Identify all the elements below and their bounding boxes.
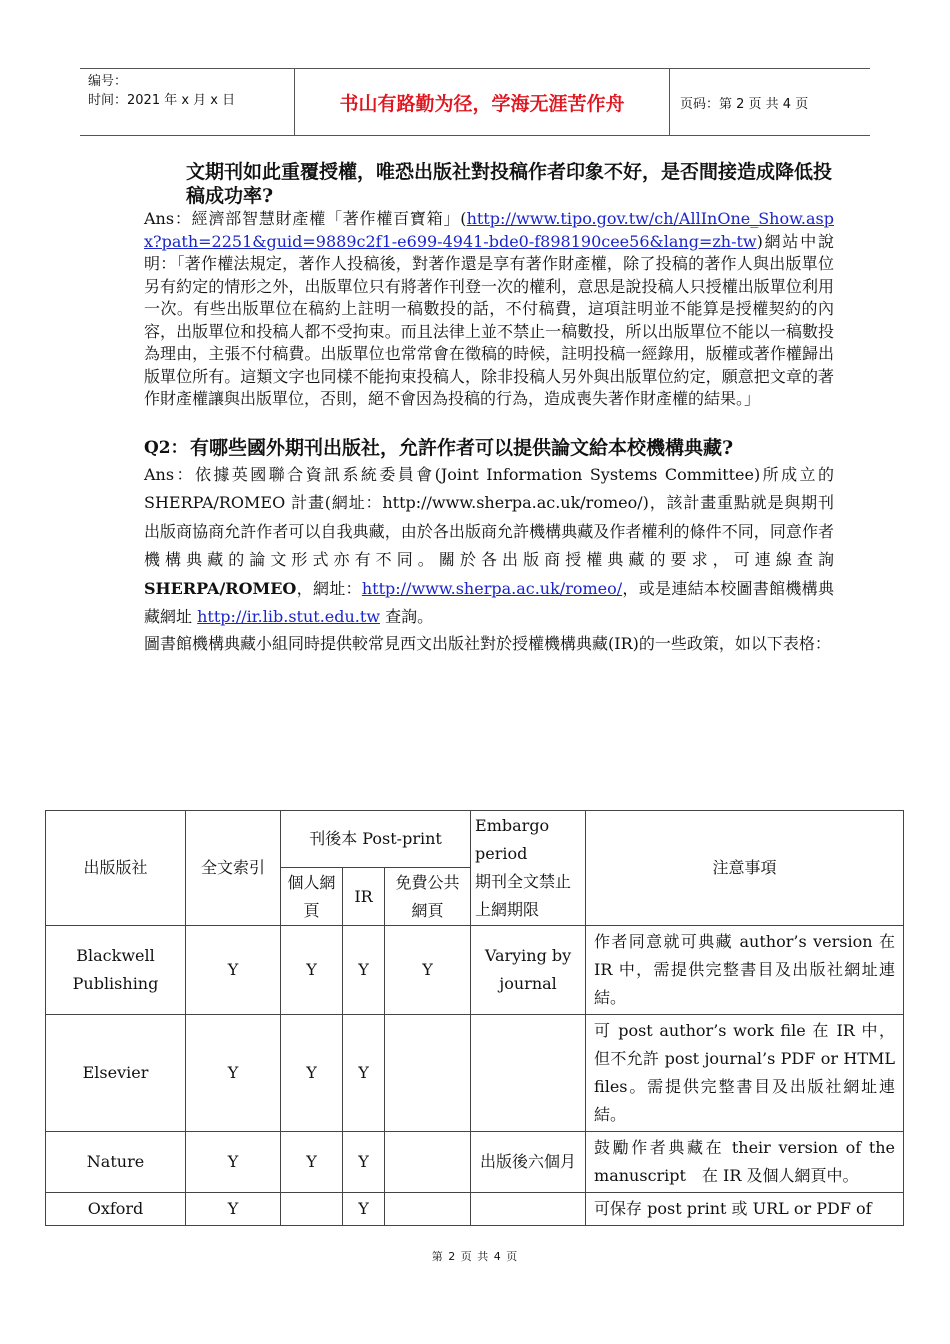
cell-fulltext: Y [186,1132,281,1193]
cell-ir: Y [343,1015,385,1132]
q2-answer-text2: ，網址： [296,578,362,598]
cell-personal: Y [281,1132,343,1193]
q2-answer [144,461,834,632]
cell-free [385,1193,471,1226]
header-publisher: 出版版社 [46,811,186,926]
header-embargo [471,811,586,926]
header-free: 免費公共網頁 [385,868,471,926]
table-row [46,1015,904,1132]
serial-label: 编号： [88,74,128,89]
q2-title: 有哪些國外期刊出版社，允許作者可以提供論文給本校機構典藏? [190,436,734,459]
q2-label: Q2： [144,437,188,458]
cell-personal: Y [281,926,343,1015]
cell-embargo [471,1015,586,1132]
header-personal: 個人網頁 [281,868,343,926]
q2-answer-bold: SHERPA/ROMEO [144,578,297,598]
cell-notes: 可保存 post print 或 URL or PDF of [586,1193,904,1226]
cell-notes: 可 post author’s work file 在 IR 中，但不允許 post journal’s PDF or HTML files。需提供完整書目及出版社網址連結。 [586,1015,904,1132]
q2-heading [144,435,834,461]
time-label: 时间：2021 年 x 月 x 日 [88,93,236,108]
cell-ir: Y [343,1132,385,1193]
cell-ir: Y [343,926,385,1015]
q1-answer-prefix: Ans：經濟部智慧財產權「著作權百寶箱」( [144,209,467,228]
header-fulltext: 全文索引 [186,811,281,926]
header-notes: 注意事項 [586,811,904,926]
cell-publisher: Elsevier [46,1015,186,1132]
cell-ir: Y [343,1193,385,1226]
cell-publisher: Nature [46,1132,186,1193]
header-page-info: 页码：第 2 页 共 4 页 [680,96,809,112]
sherpa-link[interactable]: http://www.sherpa.ac.uk/romeo/ [361,578,623,598]
header-embargo-zh: 期刊全文禁止上網期限 [475,872,572,919]
cell-embargo [471,1193,586,1226]
ir-lib-link[interactable]: http://ir.lib.stut.edu.tw [197,607,381,626]
q1-answer-body: )網站中說明：「著作權法規定，著作人投稿後，對著作還是享有著作財產權，除了投稿的著作人與出版單位另有約定的情形之外，出版單位只有將著作刊登一次的權利，意思是說投稿人只授權出版單位利用一次。有些出版單位在稿約上註明一稿數投的話，不付稿費，這項註明並不能算是授權契約的內容，出版單位和投稿人都不受拘束。而且法律上並不禁止一稿數投，所以出版單位不能以一稿數投為理由，主張不付稿費。出版單位也常常會在徵稿的時候，註明投稿一經錄用，版權或著作權歸出版單位所有。這類文字也同樣不能拘束投稿人，除非投稿人另外與出版單位約定，願意把文章的著作財產權讓與出版單位，否則，絕不會因為投稿的行為，造成喪失著作財產權的結果。」 [144,231,834,408]
q1-title: 文期刊如此重覆授權，唯恐出版社對投稿作者印象不好，是否間接造成降低投稿成功率? [186,161,833,207]
header-meta [80,69,295,135]
page-header [80,68,870,136]
table-row [46,1193,904,1226]
cell-fulltext: Y [186,1015,281,1132]
header-embargo-en: Embargo period [475,816,550,863]
cell-fulltext: Y [186,926,281,1015]
publisher-policy-table [45,810,904,1226]
header-motto: 书山有路勤为径，学海无涯苦作舟 [295,69,670,135]
cell-embargo: Varying by journal [471,926,586,1015]
header-postprint: 刊後本 Post-print [281,811,471,868]
q2-answer-text3: ，或是連結本校圖書館機構典藏網址 [144,578,834,626]
cell-notes: 作者同意就可典藏 author’s version 在 IR 中，需提供完整書目及出版社網址連結。 [586,926,904,1015]
q2-para2: 圖書館機構典藏小組同時提供較常見西文出版社對於授權機構典藏(IR)的一些政策，如以下表格： [144,633,831,653]
cell-embargo: 出版後六個月 [471,1132,586,1193]
table-row [46,926,904,1015]
cell-free: Y [385,926,471,1015]
table-row [46,1132,904,1193]
q1-answer [144,208,834,411]
cell-personal: Y [281,1015,343,1132]
document-body [144,160,834,655]
cell-notes: 鼓勵作者典藏在 their version of the manuscript 在 IR 及個人網頁中。 [586,1132,904,1193]
cell-personal [281,1193,343,1226]
q2-answer-text1: Ans：依據英國聯合資訊系統委員會(Joint Information Systems Committee)所成立的SHERPA/ROMEO 計畫(網址：http://www.sherpa.ac.uk/romeo/)，該計畫重點就是與期刊出版商協商允許作者可以自我典藏，由於各出版商允許機構典藏及作者權利的條件不同，同意作者機構典藏的論文形式亦有不同。關於各出版商授權典藏的要求，可連線查詢 [144,464,834,569]
cell-fulltext: Y [186,1193,281,1226]
cell-free [385,1015,471,1132]
cell-publisher: Blackwell Publishing [46,926,186,1015]
page-footer: 第 2 页 共 4 页 [431,1250,519,1263]
q2-answer-text4: 查詢。 [380,607,434,626]
header-ir: IR [343,868,385,926]
tipo-link[interactable]: http://www.tipo.gov.tw/ch/AllInOne_Show.aspx?path=2251&guid=9889c2f1-e699-4941-bde0-f898190cee56&lang=zh-tw [144,209,834,251]
cell-free [385,1132,471,1193]
cell-publisher: Oxford [46,1193,186,1226]
